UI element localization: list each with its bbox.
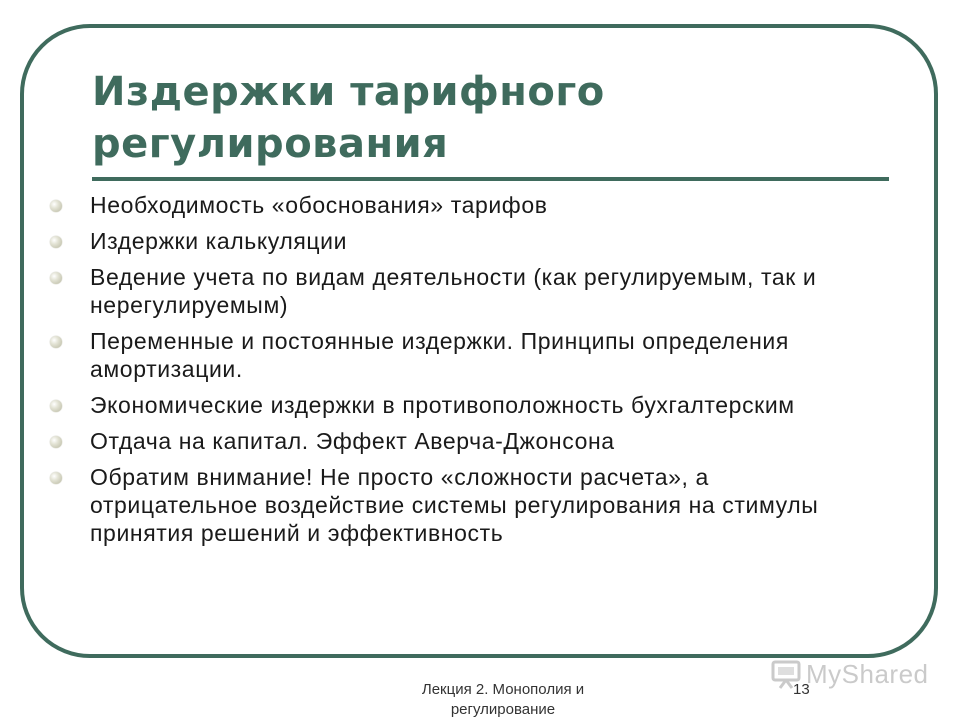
bullet-text: Отдача на капитал. Эффект Аверча-Джонсона (90, 428, 615, 454)
bullet-text: Ведение учета по видам деятельности (как регулируемым, так и нерегулируемым) (90, 264, 817, 318)
bullet-dot-icon (50, 336, 62, 348)
bullet-dot-icon (50, 436, 62, 448)
title-underline (92, 177, 889, 181)
bullet-text: Необходимость «обоснования» тарифов (90, 192, 548, 218)
bullet-text: Экономические издержки в противоположность бухгалтерским (90, 392, 795, 418)
watermark-text: MyShared (806, 658, 929, 689)
bullet-text: Издержки калькуляции (90, 228, 348, 254)
bullet-text: Переменные и постоянные издержки. Принципы определения амортизации. (90, 328, 789, 382)
bullet-item (50, 227, 850, 255)
bullet-item (50, 463, 850, 547)
page-number: 13 (793, 681, 810, 698)
slide-title: Издержки тарифного регулирования (92, 69, 605, 167)
bullet-dot-icon (50, 272, 62, 284)
bullet-item (50, 391, 850, 419)
bullet-dot-icon (50, 400, 62, 412)
bullet-list (50, 191, 850, 555)
bullet-text: Обратим внимание! Не просто «сложности расчета», а отрицательное воздействие системы регулирования на стимулы принятия решений и эффективность (90, 464, 819, 546)
bullet-dot-icon (50, 236, 62, 248)
bullet-item (50, 191, 850, 219)
bullet-dot-icon (50, 472, 62, 484)
presentation-screen-icon (770, 658, 804, 690)
bullet-item (50, 427, 850, 455)
bullet-item (50, 263, 850, 319)
watermark (770, 656, 929, 692)
bullet-dot-icon (50, 200, 62, 212)
footer-lecture-label: Лекция 2. Монополия и регулирование (421, 681, 585, 718)
bullet-item (50, 327, 850, 383)
